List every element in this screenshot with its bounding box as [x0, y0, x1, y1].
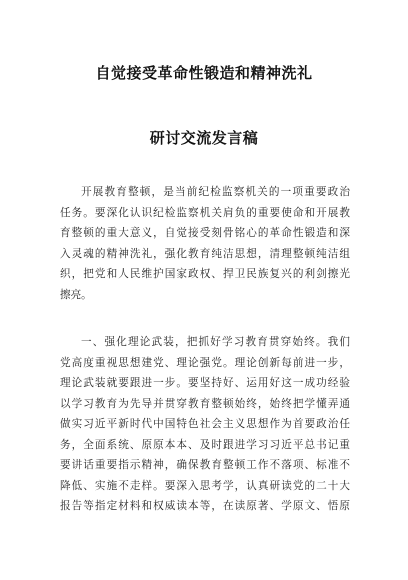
paragraph-line: 一、强化理论武装，把抓好学习教育贯穿始终。我们	[81, 336, 350, 348]
paragraph-line: 降低、实施不走样。要深入思考学，认真研读党的二十大	[60, 479, 350, 492]
paragraph-line: 任务。要深化认识纪检监察机关肩负的重要使命和开展教	[60, 206, 350, 219]
paragraph-line: 党高度重视思想建党、理论强党。理论创新每前进一步，	[60, 356, 350, 369]
paragraph-line: 理论武装就要跟进一步。要坚持好、运用好这一成功经验	[60, 377, 350, 389]
paragraph-line: 要讲话重要指示精神，确保教育整顿工作不落项、标准不	[60, 459, 350, 471]
paragraph-line: 务，全面系统、原原本本、及时跟进学习习近平总书记重	[60, 438, 350, 451]
paragraph-line: 入灵魂的精神洗礼，强化教育纯洁思想，清理整顿纯洁组	[60, 247, 350, 260]
paragraph-intro	[60, 182, 350, 305]
paragraph-line: 做实习近平新时代中国特色社会主义思想作为首要政治任	[60, 418, 350, 430]
document-subtitle: 研讨交流发言稿	[149, 129, 259, 147]
paragraph-section-1	[60, 332, 350, 517]
paragraph-line: 开展教育整顿，是当前纪检监察机关的一项重要政治	[81, 186, 350, 198]
paragraph-line: 织，把党和人民维护国家政权、捍卫民族复兴的利剑擦光	[60, 268, 350, 280]
paragraph-line: 擦亮。	[60, 288, 92, 301]
paragraph-line: 报告等指定材料和权威读本等，在读原著、学原文、悟原	[60, 500, 350, 512]
paragraph-line: 育整顿的重大意义，自觉接受刻骨铭心的革命性锻造和深	[60, 227, 350, 239]
paragraph-line: 以学习教育为先导并贯穿教育整顿始终，始终把学懂弄通	[60, 397, 350, 410]
document-title: 自觉接受革命性锻造和精神洗礼	[95, 64, 313, 82]
